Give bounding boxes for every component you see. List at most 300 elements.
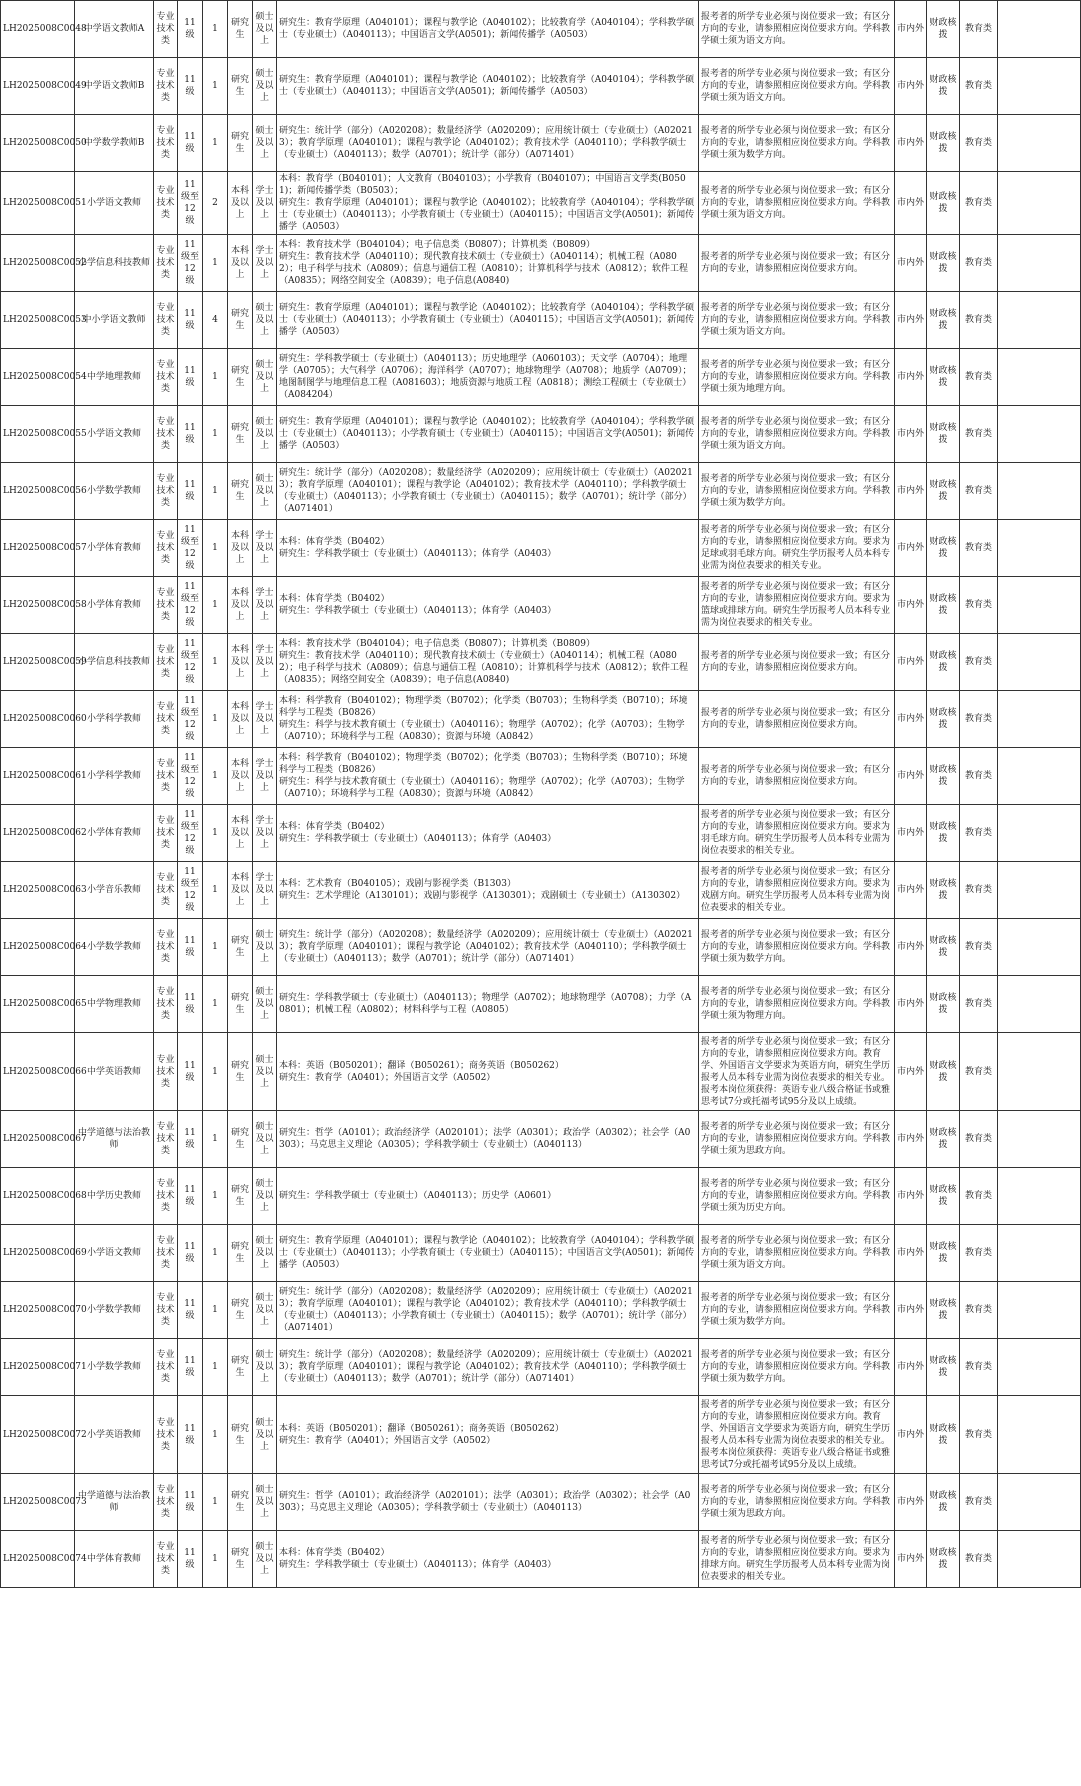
table-row [1,976,1081,1033]
note-cell: 报考者的所学专业必须与岗位要求一致；有区分方向的专业，请参照相应岗位要求方向。要求为足球或羽毛球方向。研究生学历报考人员本科专业需为岗位表要求的相关专业。 [699,520,895,577]
blank-cell [998,748,1081,805]
note-cell: 报考者的所学专业必须与岗位要求一致；有区分方向的专业，请参照相应岗位要求方向。 [699,691,895,748]
level-cell: 11级 [178,292,203,349]
scope-cell: 市内外 [895,976,927,1033]
position-code-cell: LH2025008C0059 [1,634,75,691]
level-cell: 11级 [178,1396,203,1474]
position-name-cell: 小学英语教师 [75,1396,154,1474]
funding-cell: 财政核拨 [927,406,960,463]
degree-cell: 学士及以上 [253,805,277,862]
scope-cell: 市内外 [895,748,927,805]
blank-cell [998,1396,1081,1474]
industry-cell: 教育类 [960,1111,998,1168]
note-cell: 报考者的所学专业必须与岗位要求一致；有区分方向的专业，请参照相应岗位要求方向。学科教学硕士须为思政方向。 [699,1474,895,1531]
major-requirement-cell: 研究生：教育学原理（A040101）；课程与教学论（A040102）；比较教育学（A040104）；学科教学硕士（专业硕士）（A040113）；小学教育硕士（专业硕士）（A040115）；中国语言文学(A0501)；新闻传播学（A0503） [277,1225,699,1282]
blank-cell [998,1474,1081,1531]
table-row [1,1033,1081,1111]
major-requirement-cell: 研究生：教育学原理（A040101）；课程与教学论（A040102）；比较教育学（A040104）；学科教学硕士（专业硕士）（A040113）；小学教育硕士（专业硕士）（A040115）；中国语言文学(A0501)；新闻传播学（A0503） [277,406,699,463]
level-cell: 11级 [178,1033,203,1111]
position-code-cell: LH2025008C0057 [1,520,75,577]
table-row [1,292,1081,349]
table-row [1,805,1081,862]
funding-cell: 财政核拨 [927,919,960,976]
degree-cell: 硕士及以上 [253,292,277,349]
level-cell: 11级 [178,463,203,520]
industry-cell: 教育类 [960,1339,998,1396]
major-requirement-cell: 本科：科学教育（B040102）；物理学类（B0702）；化学类（B0703）；生物科学类（B0710）；环境科学与工程类（B0826） 研究生：科学与技术教育硕士（专业硕士）（A040116）；物理学（A0702）；化学（A0703）；生物学（A0710）；环境科学与工程（A0830）；资源与环境（A0842） [277,691,699,748]
level-cell: 11级 [178,919,203,976]
table-row [1,1531,1081,1588]
funding-cell: 财政核拨 [927,1282,960,1339]
headcount-cell: 1 [203,976,228,1033]
blank-cell [998,577,1081,634]
scope-cell: 市内外 [895,919,927,976]
funding-cell: 财政核拨 [927,1033,960,1111]
major-requirement-cell: 研究生：教育学原理（A040101）；课程与教学论（A040102）；比较教育学（A040104）；学科教学硕士（专业硕士）（A040113）；小学教育硕士（专业硕士）（A040115）；中国语言文学(A0501)；新闻传播学（A0503） [277,292,699,349]
table-row [1,406,1081,463]
degree-cell: 学士及以上 [253,172,277,235]
major-requirement-cell: 本科：教育技术学（B040104）；电子信息类（B0807）；计算机类（B0809） 研究生：教育技术学（A040110）；现代教育技术硕士（专业硕士）（A040114）；机械工程（A0802）；电子科学与技术（A0809）；信息与通信工程（A0810）；计算机科学与技术（A0812）；软件工程（A0835）；网络空间安全（A0839）；电子信息(A0840) [277,634,699,691]
blank-cell [998,1339,1081,1396]
scope-cell: 市内外 [895,349,927,406]
category-cell: 专业技术类 [154,1168,178,1225]
table-row [1,1,1081,58]
blank-cell [998,1111,1081,1168]
education-cell: 研究生 [228,1225,253,1282]
category-cell: 专业技术类 [154,172,178,235]
scope-cell: 市内外 [895,58,927,115]
education-cell: 本科及以上 [228,862,253,919]
education-cell: 研究生 [228,115,253,172]
table-row [1,748,1081,805]
education-cell: 研究生 [228,976,253,1033]
category-cell: 专业技术类 [154,406,178,463]
category-cell: 专业技术类 [154,1225,178,1282]
industry-cell: 教育类 [960,862,998,919]
table-row [1,1111,1081,1168]
note-cell: 报考者的所学专业必须与岗位要求一致；有区分方向的专业，请参照相应岗位要求方向。学科教学硕士须为物理方向。 [699,976,895,1033]
position-name-cell: 小学语文教师 [75,406,154,463]
education-cell: 研究生 [228,406,253,463]
scope-cell: 市内外 [895,691,927,748]
headcount-cell: 1 [203,1396,228,1474]
position-code-cell: LH2025008C0052 [1,235,75,292]
funding-cell: 财政核拨 [927,115,960,172]
position-code-cell: LH2025008C0049 [1,58,75,115]
funding-cell: 财政核拨 [927,1474,960,1531]
position-code-cell: LH2025008C0067 [1,1111,75,1168]
funding-cell: 财政核拨 [927,1339,960,1396]
position-name-cell: 中学道德与法治教师 [75,1111,154,1168]
table-row [1,235,1081,292]
degree-cell: 硕士及以上 [253,1111,277,1168]
degree-cell: 硕士及以上 [253,58,277,115]
degree-cell: 硕士及以上 [253,1282,277,1339]
industry-cell: 教育类 [960,292,998,349]
industry-cell: 教育类 [960,463,998,520]
funding-cell: 财政核拨 [927,292,960,349]
table-row [1,862,1081,919]
position-name-cell: 小学科学教师 [75,748,154,805]
position-name-cell: 中学地理教师 [75,349,154,406]
scope-cell: 市内外 [895,1282,927,1339]
scope-cell: 市内外 [895,520,927,577]
position-code-cell: LH2025008C0060 [1,691,75,748]
position-code-cell: LH2025008C0058 [1,577,75,634]
table-row [1,1225,1081,1282]
scope-cell: 市内外 [895,172,927,235]
education-cell: 研究生 [228,463,253,520]
degree-cell: 硕士及以上 [253,1474,277,1531]
scope-cell: 市内外 [895,1531,927,1588]
note-cell: 报考者的所学专业必须与岗位要求一致；有区分方向的专业，请参照相应岗位要求方向。学科教学硕士须为语文方向。 [699,58,895,115]
category-cell: 专业技术类 [154,976,178,1033]
industry-cell: 教育类 [960,1531,998,1588]
industry-cell: 教育类 [960,235,998,292]
table-row [1,172,1081,235]
note-cell: 报考者的所学专业必须与岗位要求一致；有区分方向的专业，请参照相应岗位要求方向。学科教学硕士须为语文方向。 [699,172,895,235]
funding-cell: 财政核拨 [927,1111,960,1168]
blank-cell [998,115,1081,172]
blank-cell [998,1225,1081,1282]
blank-cell [998,919,1081,976]
scope-cell: 市内外 [895,463,927,520]
major-requirement-cell: 本科：体育学类（B0402） 研究生：学科教学硕士（专业硕士）（A040113）；体育学（A0403） [277,577,699,634]
industry-cell: 教育类 [960,1225,998,1282]
headcount-cell: 1 [203,520,228,577]
level-cell: 11级至12级 [178,805,203,862]
education-cell: 本科及以上 [228,520,253,577]
scope-cell: 市内外 [895,805,927,862]
funding-cell: 财政核拨 [927,976,960,1033]
degree-cell: 硕士及以上 [253,976,277,1033]
major-requirement-cell: 研究生：哲学（A0101）；政治经济学（A020101）；法学（A0301）；政治学（A0302）；社会学（A0303）；马克思主义理论（A0305）；学科教学硕士（专业硕士）（A040113） [277,1474,699,1531]
level-cell: 11级 [178,115,203,172]
category-cell: 专业技术类 [154,235,178,292]
education-cell: 研究生 [228,58,253,115]
major-requirement-cell: 研究生：学科教学硕士（专业硕士）（A040113）；历史地理学（A060103）；天文学（A0704）；地理学（A0705）；大气科学（A0706）；海洋科学（A0707）；地球物理学（A0708）；地质学（A0709）；地图制图学与地理信息工程（A081603）；地质资源与地质工程（A0818）；测绘工程硕士（专业硕士）（A084204） [277,349,699,406]
blank-cell [998,1168,1081,1225]
position-name-cell: 中小学语文教师 [75,292,154,349]
blank-cell [998,976,1081,1033]
note-cell: 报考者的所学专业必须与岗位要求一致；有区分方向的专业，请参照相应岗位要求方向。教育学、外国语言文学要求为英语方向，研究生学历报考人员本科专业需为岗位表要求的相关专业。报考本岗位须获得：英语专业八级合格证书或雅思考试7分或托福考试95分及以上成绩。 [699,1033,895,1111]
note-cell: 报考者的所学专业必须与岗位要求一致；有区分方向的专业，请参照相应岗位要求方向。学科教学硕士须为语文方向。 [699,1225,895,1282]
position-name-cell: 中学语文教师A [75,1,154,58]
education-cell: 本科及以上 [228,577,253,634]
level-cell: 11级至12级 [178,520,203,577]
position-code-cell: LH2025008C0056 [1,463,75,520]
funding-cell: 财政核拨 [927,577,960,634]
level-cell: 11级至12级 [178,172,203,235]
level-cell: 11级 [178,1282,203,1339]
degree-cell: 学士及以上 [253,862,277,919]
education-cell: 研究生 [228,1531,253,1588]
scope-cell: 市内外 [895,115,927,172]
headcount-cell: 1 [203,58,228,115]
category-cell: 专业技术类 [154,1033,178,1111]
education-cell: 研究生 [228,1,253,58]
position-code-cell: LH2025008C0065 [1,976,75,1033]
level-cell: 11级至12级 [178,691,203,748]
degree-cell: 硕士及以上 [253,115,277,172]
funding-cell: 财政核拨 [927,349,960,406]
scope-cell: 市内外 [895,1396,927,1474]
major-requirement-cell: 本科：体育学类（B0402） 研究生：学科教学硕士（专业硕士）（A040113）；体育学（A0403） [277,520,699,577]
blank-cell [998,520,1081,577]
category-cell: 专业技术类 [154,520,178,577]
position-name-cell: 中学英语教师 [75,1033,154,1111]
table-row [1,1474,1081,1531]
industry-cell: 教育类 [960,172,998,235]
headcount-cell: 1 [203,406,228,463]
position-code-cell: LH2025008C0072 [1,1396,75,1474]
table-body [1,1,1081,1588]
degree-cell: 学士及以上 [253,748,277,805]
headcount-cell: 1 [203,862,228,919]
category-cell: 专业技术类 [154,1,178,58]
major-requirement-cell: 本科：体育学类（B0402） 研究生：学科教学硕士（专业硕士）（A040113）；体育学（A0403） [277,805,699,862]
note-cell: 报考者的所学专业必须与岗位要求一致；有区分方向的专业，请参照相应岗位要求方向。 [699,748,895,805]
table-row [1,1168,1081,1225]
headcount-cell: 1 [203,577,228,634]
scope-cell: 市内外 [895,577,927,634]
position-name-cell: 小学语文教师 [75,172,154,235]
funding-cell: 财政核拨 [927,58,960,115]
scope-cell: 市内外 [895,1,927,58]
degree-cell: 学士及以上 [253,520,277,577]
education-cell: 本科及以上 [228,691,253,748]
scope-cell: 市内外 [895,1474,927,1531]
category-cell: 专业技术类 [154,115,178,172]
headcount-cell: 1 [203,463,228,520]
degree-cell: 学士及以上 [253,235,277,292]
level-cell: 11级至12级 [178,634,203,691]
industry-cell: 教育类 [960,1282,998,1339]
education-cell: 本科及以上 [228,748,253,805]
blank-cell [998,349,1081,406]
position-code-cell: LH2025008C0062 [1,805,75,862]
blank-cell [998,58,1081,115]
level-cell: 11级 [178,406,203,463]
position-code-cell: LH2025008C0068 [1,1168,75,1225]
industry-cell: 教育类 [960,1474,998,1531]
level-cell: 11级至12级 [178,862,203,919]
headcount-cell: 1 [203,1111,228,1168]
note-cell: 报考者的所学专业必须与岗位要求一致；有区分方向的专业，请参照相应岗位要求方向。学科教学硕士须为地理方向。 [699,349,895,406]
major-requirement-cell: 研究生：哲学（A0101）；政治经济学（A020101）；法学（A0301）；政治学（A0302）；社会学（A0303）；马克思主义理论（A0305）；学科教学硕士（专业硕士）（A040113） [277,1111,699,1168]
industry-cell: 教育类 [960,976,998,1033]
degree-cell: 硕士及以上 [253,1033,277,1111]
funding-cell: 财政核拨 [927,172,960,235]
category-cell: 专业技术类 [154,1339,178,1396]
level-cell: 11级至12级 [178,748,203,805]
headcount-cell: 1 [203,1033,228,1111]
level-cell: 11级 [178,1339,203,1396]
position-name-cell: 小学数学教师 [75,1339,154,1396]
headcount-cell: 1 [203,1,228,58]
category-cell: 专业技术类 [154,748,178,805]
position-name-cell: 中学历史教师 [75,1168,154,1225]
major-requirement-cell: 研究生：统计学（部分）（A020208）；数量经济学（A020209）；应用统计硕士（专业硕士）（A020213）；教育学原理（A040101）；课程与教学论（A040102）；教育技术学（A040110）；学科教学硕士（专业硕士）（A040113）；数学（A0701）；统计学（部分）（A071401） [277,1339,699,1396]
position-name-cell: 小学语文教师 [75,1225,154,1282]
position-code-cell: LH2025008C0073 [1,1474,75,1531]
blank-cell [998,1531,1081,1588]
funding-cell: 财政核拨 [927,634,960,691]
note-cell: 报考者的所学专业必须与岗位要求一致；有区分方向的专业，请参照相应岗位要求方向。学科教学硕士须为语文方向。 [699,1,895,58]
industry-cell: 教育类 [960,349,998,406]
scope-cell: 市内外 [895,862,927,919]
education-cell: 研究生 [228,1396,253,1474]
major-requirement-cell: 研究生：学科教学硕士（专业硕士）（A040113）；物理学（A0702）；地球物理学（A0708）；力学（A0801）；机械工程（A0802）；材料科学与工程（A0805） [277,976,699,1033]
major-requirement-cell: 本科：英语（B050201）；翻译（B050261）；商务英语（B050262） 研究生：教育学（A0401）；外国语言文学（A0502） [277,1033,699,1111]
position-name-cell: 中学语文教师B [75,58,154,115]
position-name-cell: 小学体育教师 [75,577,154,634]
funding-cell: 财政核拨 [927,1168,960,1225]
category-cell: 专业技术类 [154,862,178,919]
position-code-cell: LH2025008C0063 [1,862,75,919]
position-code-cell: LH2025008C0071 [1,1339,75,1396]
headcount-cell: 1 [203,634,228,691]
blank-cell [998,805,1081,862]
level-cell: 11级 [178,1474,203,1531]
industry-cell: 教育类 [960,691,998,748]
funding-cell: 财政核拨 [927,1,960,58]
position-code-cell: LH2025008C0054 [1,349,75,406]
education-cell: 研究生 [228,1282,253,1339]
headcount-cell: 1 [203,1282,228,1339]
scope-cell: 市内外 [895,235,927,292]
education-cell: 研究生 [228,292,253,349]
industry-cell: 教育类 [960,1,998,58]
education-cell: 研究生 [228,1474,253,1531]
table-row [1,919,1081,976]
category-cell: 专业技术类 [154,1396,178,1474]
scope-cell: 市内外 [895,1225,927,1282]
position-code-cell: LH2025008C0053 [1,292,75,349]
level-cell: 11级 [178,349,203,406]
position-code-cell: LH2025008C0074 [1,1531,75,1588]
category-cell: 专业技术类 [154,1474,178,1531]
position-code-cell: LH2025008C0061 [1,748,75,805]
industry-cell: 教育类 [960,634,998,691]
category-cell: 专业技术类 [154,805,178,862]
headcount-cell: 1 [203,805,228,862]
category-cell: 专业技术类 [154,1531,178,1588]
blank-cell [998,406,1081,463]
blank-cell [998,691,1081,748]
blank-cell [998,1282,1081,1339]
position-name-cell: 中学道德与法治教师 [75,1474,154,1531]
headcount-cell: 1 [203,1531,228,1588]
note-cell: 报考者的所学专业必须与岗位要求一致；有区分方向的专业，请参照相应岗位要求方向。学科教学硕士须为数学方向。 [699,1282,895,1339]
degree-cell: 硕士及以上 [253,406,277,463]
funding-cell: 财政核拨 [927,1225,960,1282]
funding-cell: 财政核拨 [927,235,960,292]
headcount-cell: 1 [203,1168,228,1225]
degree-cell: 硕士及以上 [253,1168,277,1225]
scope-cell: 市内外 [895,1339,927,1396]
level-cell: 11级至12级 [178,577,203,634]
funding-cell: 财政核拨 [927,1531,960,1588]
position-name-cell: 小学数学教师 [75,1282,154,1339]
industry-cell: 教育类 [960,1168,998,1225]
note-cell: 报考者的所学专业必须与岗位要求一致；有区分方向的专业，请参照相应岗位要求方向。学科教学硕士须为语文方向。 [699,292,895,349]
position-name-cell: 小学数学教师 [75,919,154,976]
table-row [1,115,1081,172]
level-cell: 11级 [178,58,203,115]
level-cell: 11级 [178,1111,203,1168]
education-cell: 研究生 [228,1168,253,1225]
scope-cell: 市内外 [895,406,927,463]
industry-cell: 教育类 [960,406,998,463]
category-cell: 专业技术类 [154,577,178,634]
blank-cell [998,463,1081,520]
blank-cell [998,634,1081,691]
position-code-cell: LH2025008C0048 [1,1,75,58]
note-cell: 报考者的所学专业必须与岗位要求一致；有区分方向的专业，请参照相应岗位要求方向。学科教学硕士须为数学方向。 [699,463,895,520]
education-cell: 本科及以上 [228,172,253,235]
funding-cell: 财政核拨 [927,691,960,748]
category-cell: 专业技术类 [154,58,178,115]
funding-cell: 财政核拨 [927,748,960,805]
table-row [1,349,1081,406]
position-name-cell: 小学体育教师 [75,805,154,862]
category-cell: 专业技术类 [154,1282,178,1339]
degree-cell: 学士及以上 [253,577,277,634]
headcount-cell: 1 [203,349,228,406]
note-cell: 报考者的所学专业必须与岗位要求一致；有区分方向的专业，请参照相应岗位要求方向。学科教学硕士须为历史方向。 [699,1168,895,1225]
level-cell: 11级 [178,1225,203,1282]
major-requirement-cell: 研究生：统计学（部分）（A020208）；数量经济学（A020209）；应用统计硕士（专业硕士）（A020213）；教育学原理（A040101）；课程与教学论（A040102）；教育技术学（A040110）；学科教学硕士（专业硕士）（A040113）；小学教育硕士（专业硕士）（A040115）；数学（A0701）；统计学（部分）（A071401） [277,1282,699,1339]
note-cell: 报考者的所学专业必须与岗位要求一致；有区分方向的专业，请参照相应岗位要求方向。教育学、外国语言文学要求为英语方向，研究生学历报考人员本科专业需为岗位表要求的相关专业。报考本岗位须获得：英语专业八级合格证书或雅思考试7分或托福考试95分及以上成绩。 [699,1396,895,1474]
major-requirement-cell: 本科：教育技术学（B040104）；电子信息类（B0807）；计算机类（B0809） 研究生：教育技术学（A040110）；现代教育技术硕士（专业硕士）（A040114）；机械工程（A0802）；电子科学与技术（A0809）；信息与通信工程（A0810）；计算机科学与技术（A0812）；软件工程（A0835）；网络空间安全（A0839）；电子信息(A0840) [277,235,699,292]
industry-cell: 教育类 [960,805,998,862]
funding-cell: 财政核拨 [927,1396,960,1474]
degree-cell: 硕士及以上 [253,1,277,58]
position-name-cell: 小学信息科技教师 [75,235,154,292]
position-name-cell: 小学音乐教师 [75,862,154,919]
position-name-cell: 小学信息科技教师 [75,634,154,691]
note-cell: 报考者的所学专业必须与岗位要求一致；有区分方向的专业，请参照相应岗位要求方向。要求为羽毛球方向。研究生学历报考人员本科专业需为岗位表要求的相关专业。 [699,805,895,862]
position-code-cell: LH2025008C0066 [1,1033,75,1111]
note-cell: 报考者的所学专业必须与岗位要求一致；有区分方向的专业，请参照相应岗位要求方向。学科教学硕士须为数学方向。 [699,115,895,172]
headcount-cell: 1 [203,1225,228,1282]
major-requirement-cell: 研究生：统计学（部分）（A020208）；数量经济学（A020209）；应用统计硕士（专业硕士）（A020213）；教育学原理（A040101）；课程与教学论（A040102）；教育技术学（A040110）；学科教学硕士（专业硕士）（A040113）；小学教育硕士（专业硕士）（A040115）；数学（A0701）；统计学（部分）（A071401） [277,463,699,520]
note-cell: 报考者的所学专业必须与岗位要求一致；有区分方向的专业，请参照相应岗位要求方向。 [699,634,895,691]
table-row [1,58,1081,115]
note-cell: 报考者的所学专业必须与岗位要求一致；有区分方向的专业，请参照相应岗位要求方向。学科教学硕士须为数学方向。 [699,1339,895,1396]
headcount-cell: 1 [203,748,228,805]
position-code-cell: LH2025008C0070 [1,1282,75,1339]
blank-cell [998,1033,1081,1111]
note-cell: 报考者的所学专业必须与岗位要求一致；有区分方向的专业，请参照相应岗位要求方向。要求为排球方向。研究生学历报考人员本科专业需为岗位表要求的相关专业。 [699,1531,895,1588]
level-cell: 11级 [178,1,203,58]
table-row [1,1396,1081,1474]
funding-cell: 财政核拨 [927,862,960,919]
scope-cell: 市内外 [895,1111,927,1168]
position-code-cell: LH2025008C0069 [1,1225,75,1282]
blank-cell [998,235,1081,292]
position-name-cell: 中学数学教师B [75,115,154,172]
funding-cell: 财政核拨 [927,805,960,862]
category-cell: 专业技术类 [154,463,178,520]
degree-cell: 学士及以上 [253,691,277,748]
major-requirement-cell: 本科：英语（B050201）；翻译（B050261）；商务英语（B050262） 研究生：教育学（A0401）；外国语言文学（A0502） [277,1396,699,1474]
major-requirement-cell: 本科：教育学（B040101）；人文教育（B040103）；小学教育（B040107）；中国语言文学类(B0501)；新闻传播学类（B0503）； 研究生：教育学原理（A040101）；课程与教学论（A040102）；比较教育学（A040104）；学科教学硕士（专业硕士）（A040113）；小学教育硕士（专业硕士）（A040115）；中国语言文学(A0501)；新闻传播学（A0503） [277,172,699,235]
note-cell: 报考者的所学专业必须与岗位要求一致；有区分方向的专业，请参照相应岗位要求方向。要求为戏剧方向。研究生学历报考人员本科专业需为岗位表要求的相关专业。 [699,862,895,919]
major-requirement-cell: 研究生：教育学原理（A040101）；课程与教学论（A040102）；比较教育学（A040104）；学科教学硕士（专业硕士）（A040113）；中国语言文学(A0501)；新闻传播学（A0503） [277,1,699,58]
blank-cell [998,1,1081,58]
